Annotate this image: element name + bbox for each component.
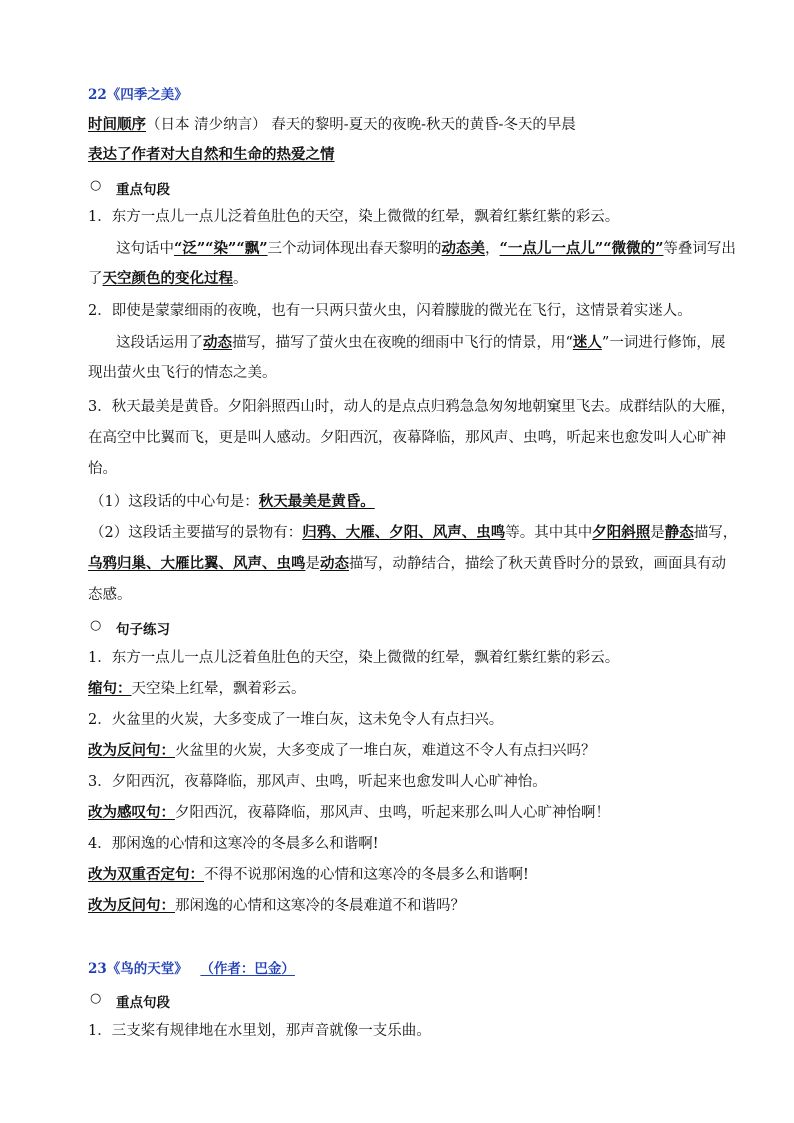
time-order-line: 时间顺序（日本 清少纳言） 春天的黎明-夏天的夜晚-秋天的黄昏-冬天的早晨: [88, 116, 576, 133]
sentence-3-line-2: 在高空中比翼而飞，更是叫人感动。夕阳西沉，夜幕降临，那风声、虫鸣，听起来也愈发叫人心旷神: [88, 430, 726, 446]
sentence-3-line-1: 3．秋天最美是黄昏。夕阳斜照西山时，动人的是点点归鸦急急匆匆地朝窠里飞去。成群结队的大雁，: [88, 399, 736, 415]
practice-2-answer: 改为反问句：火盆里的火炭，大多变成了一堆白灰，难道这不令人有点扫兴吗？: [88, 742, 596, 759]
practice-4: 4．那闲逸的心情和这寒冷的冬晨多么和谐啊!: [88, 836, 379, 852]
author: （作者：巴金）: [200, 961, 295, 977]
bullet-icon: ○: [90, 618, 102, 633]
key-sentences-heading: 重点句段: [116, 182, 170, 198]
practice-3: 3．夕阳西沉，夜幕降临，那风声、虫鸣，听起来也愈发叫人心旷神怡。: [88, 774, 547, 790]
bullet-icon: ○: [90, 991, 102, 1006]
sentence-2: 2．即使是蒙蒙细雨的夜晚，也有一只两只萤火虫，闪着朦胧的微光在飞行，这情景着实迷人。: [88, 303, 692, 319]
analysis-1-line-2: 了天空颜色的变化过程。: [88, 270, 248, 287]
question-2-line-3: 态感。: [88, 587, 132, 603]
question-2-line-1: （2）这段话主要描写的景物有：归鸦、大雁、夕阳、风声、虫鸣等。其中其中夕阳斜照是静态描写，: [90, 524, 738, 541]
analysis-2-line-2: 现出萤火虫飞行的情态之美。: [88, 365, 277, 381]
key-sentences-heading: 重点句段: [116, 995, 170, 1011]
practice-3-answer: 改为感叹句：夕阳西沉，夜幕降临，那风声、虫鸣，听起来那么叫人心旷神怡啊！: [88, 804, 610, 821]
sentence-3-line-3: 怡。: [88, 461, 117, 477]
theme-line: 表达了作者对大自然和生命的热爱之情: [88, 146, 335, 163]
lesson-title: 23《鸟的天堂》: [88, 961, 188, 977]
sentence-1: 1．东方一点儿一点儿泛着鱼肚色的天空，染上微微的红晕，飘着红紫红紫的彩云。: [88, 209, 620, 225]
section-22-title: [88, 86, 714, 104]
analysis-2-line-1: 这段话运用了动态描写，描写了萤火虫在夜晚的细雨中飞行的情景，用“迷人”一词进行修饰，展: [116, 334, 726, 351]
bullet-icon: ○: [90, 178, 102, 193]
practice-1: 1．东方一点儿一点儿泛着鱼肚色的天空，染上微微的红晕，飘着红紫红紫的彩云。: [88, 650, 620, 666]
practice-1-answer: 缩句：天空染上红晕，飘着彩云。: [88, 680, 306, 697]
question-2-line-2: 乌鸦归巢、大雁比翼、风声、虫鸣是动态描写，动静结合，描绘了秋天黄昏时分的景致，画面具有动: [88, 555, 726, 572]
practice-heading: 句子练习: [116, 622, 170, 638]
sentence-1: 1．三支桨有规律地在水里划，那声音就像一支乐曲。: [88, 1023, 431, 1039]
analysis-1-line-1: 这句话中“泛”“染”“飘”三个动词体现出春天黎明的动态美，“一点儿一点儿”“微微的”等叠词写出: [116, 240, 736, 257]
lesson-title: 22《四季之美》: [88, 87, 188, 103]
practice-4-answer-2: 改为反问句：那闲逸的心情和这寒冷的冬晨难道不和谐吗？: [88, 897, 465, 914]
practice-2: 2．火盆里的火炭，大多变成了一堆白灰，这未免令人有点扫兴。: [88, 712, 504, 728]
practice-4-answer-1: 改为双重否定句：不得不说那闲逸的心情和这寒冷的冬晨多么和谐啊!: [88, 866, 529, 883]
question-1: （1）这段话的中心句是：秋天最美是黄昏。: [90, 493, 375, 510]
section-23-title: [88, 960, 714, 978]
